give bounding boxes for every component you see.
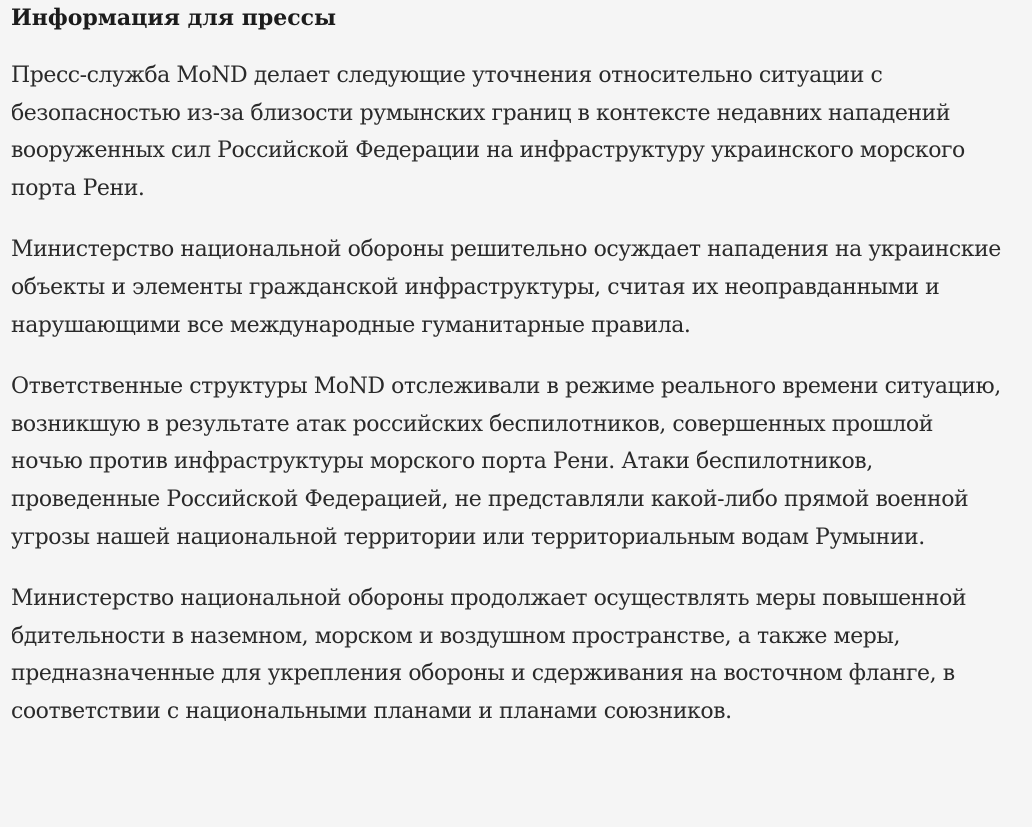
article-title: Информация для прессы xyxy=(11,5,337,31)
paragraph-vigilance-measures: Министерство национальной обороны продолжает осуществлять меры повышенной бдительности в наземном, морском и воздушном пространстве, а также меры, предназначенные для укрепления обороны и сдерживания на восточном фланге, в соответствии с национальными планами и планами союзников. xyxy=(11,586,967,724)
paragraph-monitoring: Ответственные структуры MoND отслеживали в режиме реального времени ситуацию, возникшую в результате атак российских беспилотников, совершенных прошлой ночью против инфраструктуры морского порта Рени. Атаки беспилотников, проведенные Российской Федерацией, не представляли какой-либо прямой военной угрозы нашей национальной территории или территориальным водам Румынии. xyxy=(11,374,1001,550)
paragraph-clarifications: Пресс-служба MoND делает следующие уточнения относительно ситуации с безопасностью из-за близости румынских границ в контексте недавних нападений вооруженных сил Российской Федерации на инфраструктуру украинского морского порта Рени. xyxy=(11,63,965,201)
paragraph-condemnation: Министерство национальной обороны решительно осуждает нападения на украинские объекты и элементы гражданской инфраструктуры, считая их неоправданными и нарушающими все международные гуманитарные правила. xyxy=(11,237,1001,338)
